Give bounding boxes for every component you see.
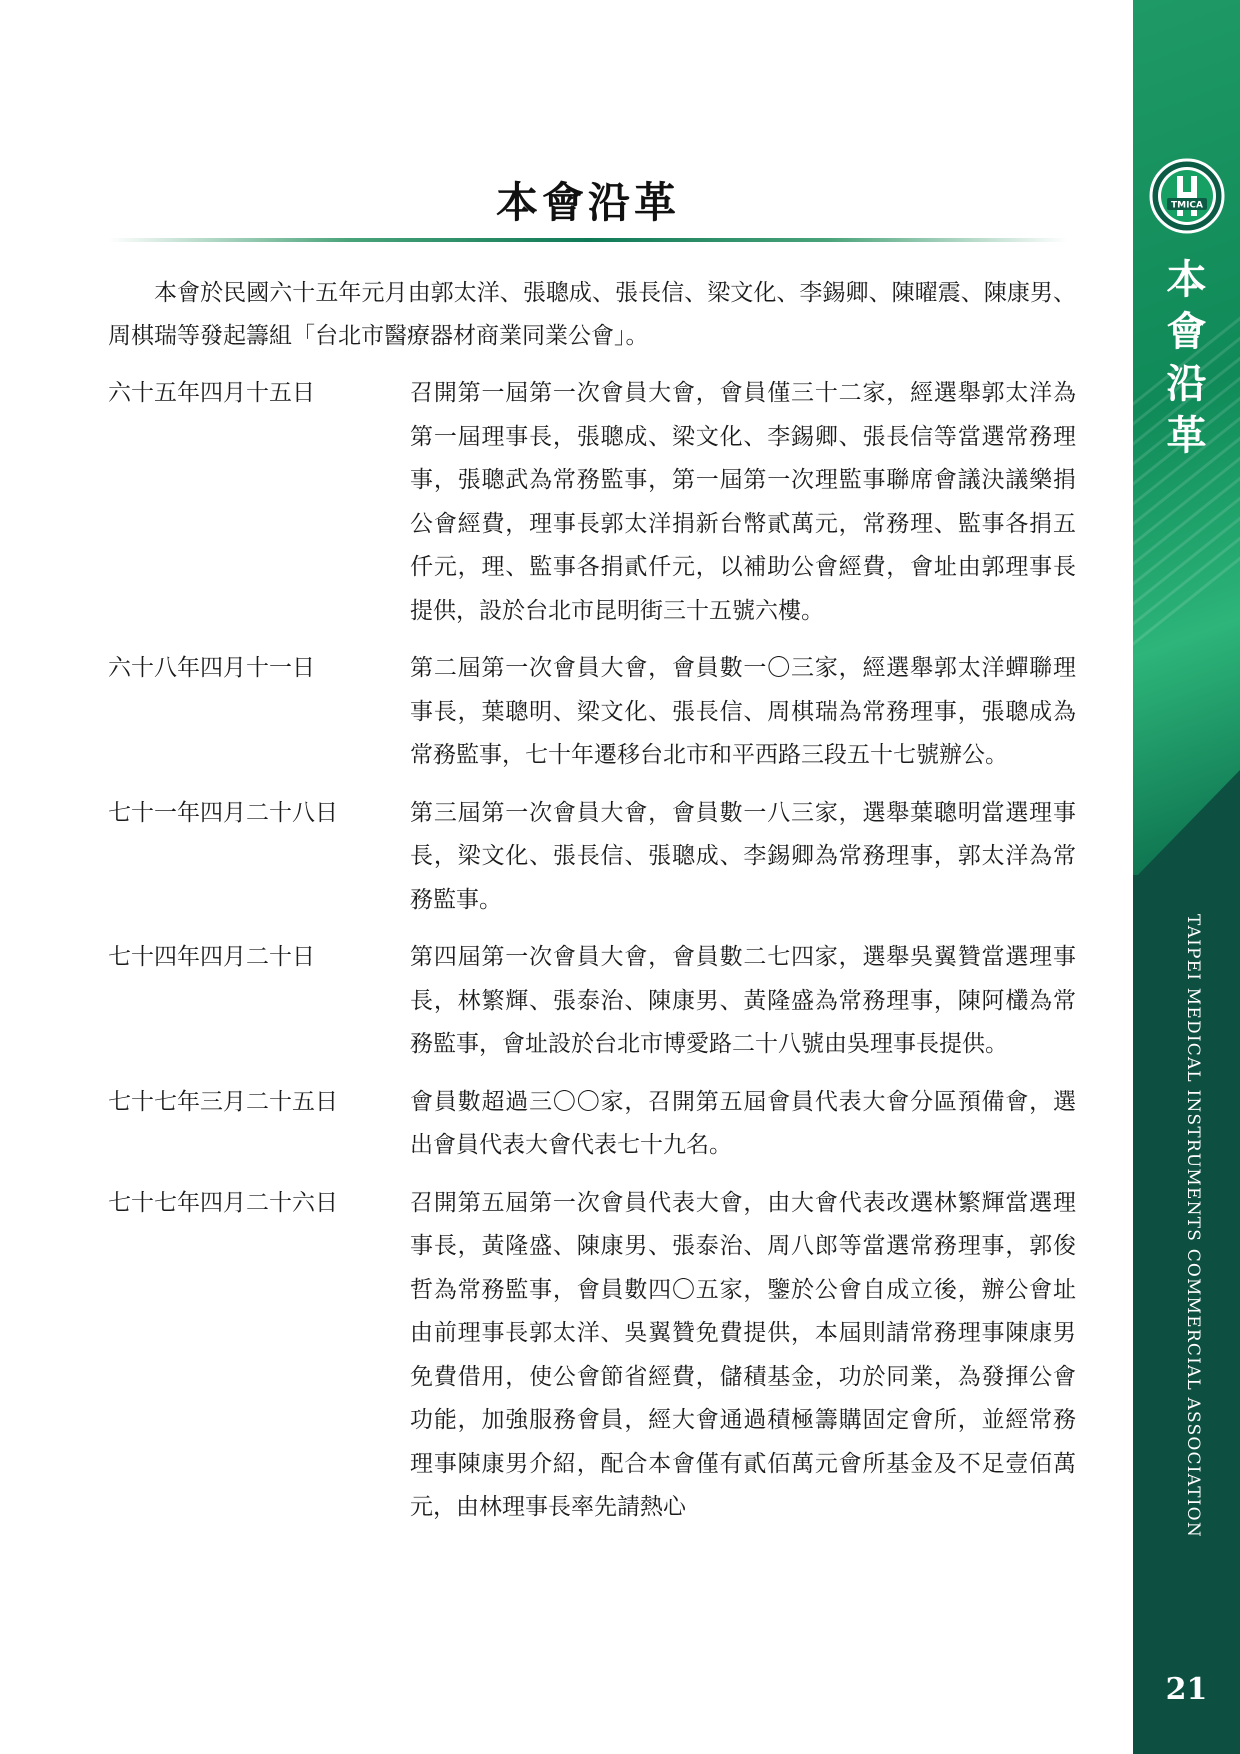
side-band-notch [1133, 770, 1240, 880]
sidebar-title-char: 本 [1166, 256, 1207, 303]
timeline-date: 七十七年四月二十六日 [108, 1189, 338, 1216]
sidebar-title-char: 沿 [1166, 360, 1207, 407]
page-title: 本會沿革 [495, 178, 680, 227]
timeline-text: 召開第一屆第一次會員大會，會員僅三十二家，經選舉郭太洋為第一屆理事長，張聰成、梁文化、李錫卿、張長信等當選常務理事，張聰武為常務監事，第一屆第一次理監事聯席會議決議樂捐公會經費，理事長郭太洋捐新台幣貳萬元，常務理、監事各捐五仟元，理、監事各捐貳仟元，以補助公會經費，會址由郭理事長提供，設於台北市昆明街三十五號六樓。 [410, 380, 1076, 624]
sidebar-title-char: 會 [1166, 308, 1207, 355]
timeline-date: 七十一年四月二十八日 [108, 799, 338, 826]
association-logo [1149, 158, 1225, 234]
timeline-text: 第二屆第一次會員大會，會員數一〇三家，經選舉郭太洋蟬聯理事長，葉聰明、梁文化、張長信、周棋瑞為常務理事，張聰成為常務監事，七十年遷移台北市和平西路三段五十七號辦公。 [410, 655, 1076, 768]
sidebar-title-char: 革 [1166, 412, 1207, 459]
page-number: 21 [1165, 1672, 1208, 1707]
timeline-date: 六十五年四月十五日 [108, 380, 315, 406]
side-band [1133, 0, 1240, 1754]
title-rule [108, 238, 1068, 242]
timeline-entry [108, 936, 1076, 1067]
logo-text: TMICA [1170, 200, 1204, 211]
timeline-text: 第三屆第一次會員大會，會員數一八三家，選舉葉聰明當選理事長，梁文化、張長信、張聰成、李錫卿為常務理事，郭太洋為常務監事。 [410, 799, 1076, 913]
timeline-date: 七十四年四月二十日 [108, 944, 315, 970]
timeline-text: 召開第五屆第一次會員代表大會，由大會代表改選林繁輝當選理事長，黃隆盛、陳康男、張泰治、周八郎等當選常務理事，郭俊哲為常務監事，會員數四〇五家，鑒於公會自成立後，辦公會址由前理事長郭太洋、吳翼贊免費提供，本屆則請常務理事陳康男免費借用，使公會節省經費，儲積基金，功於同業，為發揮公會功能，加強服務會員，經大會通過積極籌購固定會所，並經常務理事陳康男介紹，配合本會僅有貳佰萬元會所基金及不足壹佰萬元，由林理事長率先請熱心 [410, 1189, 1076, 1520]
timeline-entry [108, 1182, 1076, 1530]
timeline-date: 七十七年三月二十五日 [108, 1088, 338, 1115]
timeline-text: 第四屆第一次會員大會，會員數二七四家，選舉吳翼贊當選理事長，林繁輝、張泰治、陳康男、黃隆盛為常務理事，陳阿欉為常務監事，會址設於台北市博愛路二十八號由吳理事長提供。 [410, 944, 1076, 1057]
timeline [108, 372, 1076, 1544]
timeline-entry [108, 1081, 1076, 1168]
timeline-entry [108, 647, 1076, 778]
timeline-text: 會員數超過三〇〇家，召開第五屆會員代表大會分區預備會，選出會員代表大會代表七十九名。 [410, 1088, 1076, 1158]
timeline-entry [108, 792, 1076, 923]
sidebar-english-name: TAIPEI MEDICAL INSTRUMENTS COMMERCIAL ASSOCIATION [1183, 914, 1203, 1538]
sidebar-title [1133, 254, 1240, 462]
timeline-date: 六十八年四月十一日 [108, 655, 315, 681]
timeline-entry [108, 372, 1076, 633]
intro-paragraph: 本會於民國六十五年元月由郭太洋、張聰成、張長信、梁文化、李錫卿、陳曜震、陳康男、周棋瑞等發起籌組「台北市醫療器材商業同業公會」。 [108, 280, 1076, 349]
